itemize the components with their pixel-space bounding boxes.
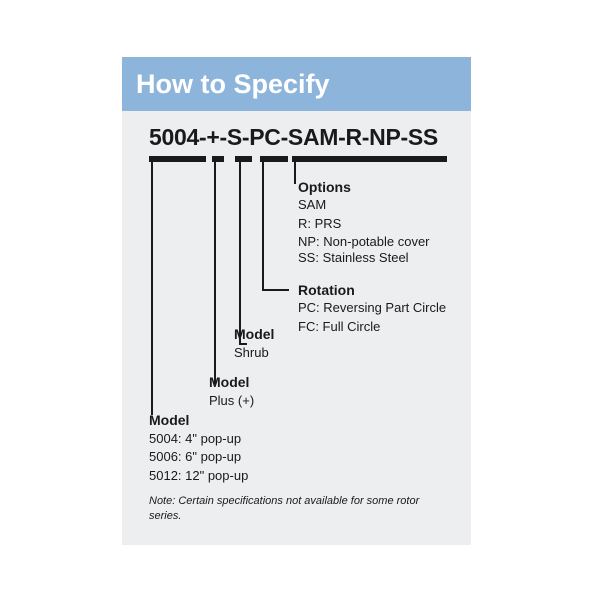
header-bar [122, 57, 471, 111]
specification-card [122, 57, 471, 545]
footnote: Note: Certain specifications not available for some rotor series. [149, 495, 420, 522]
options-heading: Options [298, 179, 351, 195]
model-shrub-heading: Model [234, 326, 275, 342]
options-line-4: SS: Stainless Steel [298, 250, 409, 265]
model-plus-heading: Model [209, 374, 250, 390]
connector-options [294, 162, 296, 184]
connector-model-base [151, 162, 153, 415]
connector-model-shrub [239, 162, 241, 345]
connector-rotation [262, 162, 264, 291]
model-code: 5004-+-S-PC-SAM-R-NP-SS [149, 124, 438, 150]
model-base-line-3: 5012: 12" pop-up [149, 468, 249, 483]
model-base-line-1: 5004: 4" pop-up [149, 431, 242, 446]
rotation-heading: Rotation [298, 282, 355, 298]
options-line-2: R: PRS [298, 216, 342, 231]
model-base-line-2: 5006: 6" pop-up [149, 449, 242, 464]
rotation-line-2: FC: Full Circle [298, 319, 381, 334]
rotation-line-1: PC: Reversing Part Circle [298, 300, 447, 315]
options-line-3: NP: Non-potable cover [298, 234, 430, 249]
segment-options [292, 156, 447, 162]
segment-model [149, 156, 206, 162]
model-base-heading: Model [149, 412, 190, 428]
options-line-1: SAM [298, 197, 327, 212]
connector-model-plus [214, 162, 216, 384]
page-title: How to Specify [136, 69, 330, 99]
model-shrub-line-1: Shrub [234, 345, 269, 360]
model-plus-line-1: Plus (+) [209, 393, 255, 408]
segment-rotation [260, 156, 288, 162]
segment-shrub [235, 156, 252, 162]
connector-rotation-horizontal [262, 289, 289, 291]
